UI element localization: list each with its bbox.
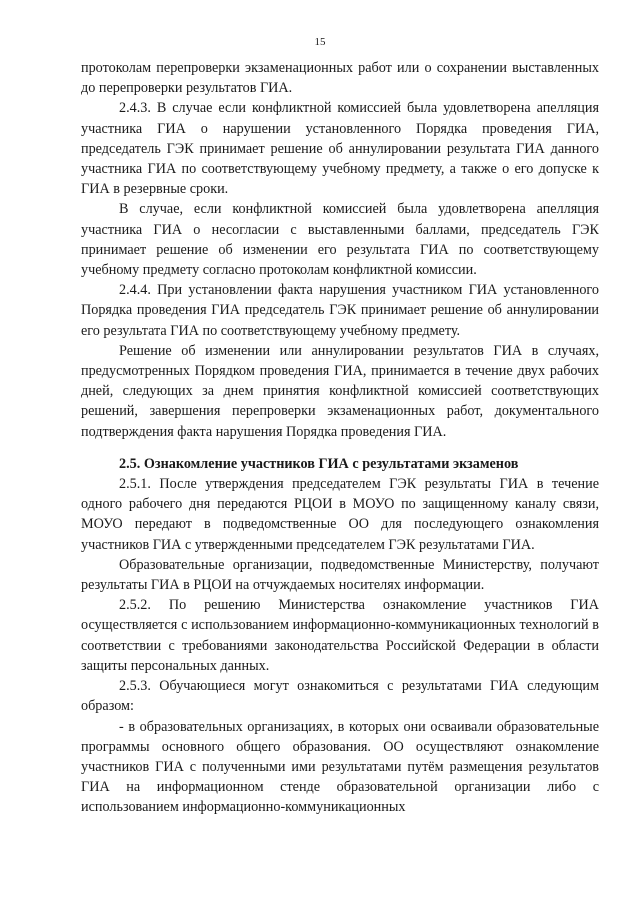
page-content (81, 58, 599, 818)
paragraph-score-appeal: В случае, если конфликтной комиссией была удовлетворена апелляция участника ГИА о несогласии с выставленными баллами, председатель ГЭК принимает решение об изменении его результата ГИА по соответствующему учебному предмету согласно протоколам конфликтной комиссии. (81, 201, 599, 279)
paragraph-list-item: - в образовательных организациях, в которых они осваивали образовательные программы основного общего образования. ОО осуществляют ознакомление участников ГИА с полученными ими результатами путём размещения результатов ГИА на информационном стенде образовательной организации либо с использованием информационно-коммуникационных (81, 718, 599, 816)
page-number: 15 (314, 36, 326, 48)
paragraph-2-4-4: 2.4.4. При установлении факта нарушения участником ГИА установленного Порядка проведения ГИА председатель ГЭК принимает решение об аннулировании его результата ГИА по соответствующему учебному предмету. (81, 282, 599, 339)
section-heading: 2.5. Ознакомление участников ГИА с результатами экзаменов (119, 455, 519, 472)
spacer (81, 442, 599, 454)
paragraph-2-5-2: 2.5.2. По решению Министерства ознакомление участников ГИА осуществляется с использованием информационно-коммуникационных технологий в соответствии с требованиями законодательства Российской Федерации в области защиты персональных данных. (81, 597, 599, 674)
paragraph-ministry-orgs: Образовательные организации, подведомственные Министерству, получают результаты ГИА в РЦОИ на отчуждаемых носителях информации. (81, 556, 599, 594)
paragraph-decision-timing: Решение об изменении или аннулировании результатов ГИА в случаях, предусмотренных Порядком проведения ГИА, принимается в течение двух рабочих дней, следующих за днем принятия конфликтной комиссией соответствующих решений, завершения перепроверки экзаменационных работ, документального подтверждения факта нарушения Порядка проведения ГИА. (81, 342, 599, 440)
paragraph-2-5-3: 2.5.3. Обучающиеся могут ознакомиться с результатами ГИА следующим образом: (81, 678, 599, 715)
paragraph-continuation: протоколам перепроверки экзаменационных работ или о сохранении выставленных до перепроверки результатов ГИА. (81, 60, 599, 97)
paragraph-2-5-1: 2.5.1. После утверждения председателем ГЭК результаты ГИА в течение одного рабочего дня передаются РЦОИ в МОУО по защищенному каналу связи, МОУО передают в подведомственные ОО для последующего ознакомления участников ГИА с утвержденными председателем ГЭК результатами ГИА. (81, 476, 599, 553)
paragraph-2-4-3: 2.4.3. В случае если конфликтной комиссией была удовлетворена апелляция участника ГИА о нарушении установленного Порядка проведения ГИА, председатель ГЭК принимает решение об аннулировании результата ГИА данного участника ГИА по соответствующему учебному предмету, а также о его допуске к ГИА в резервные сроки. (81, 100, 599, 198)
